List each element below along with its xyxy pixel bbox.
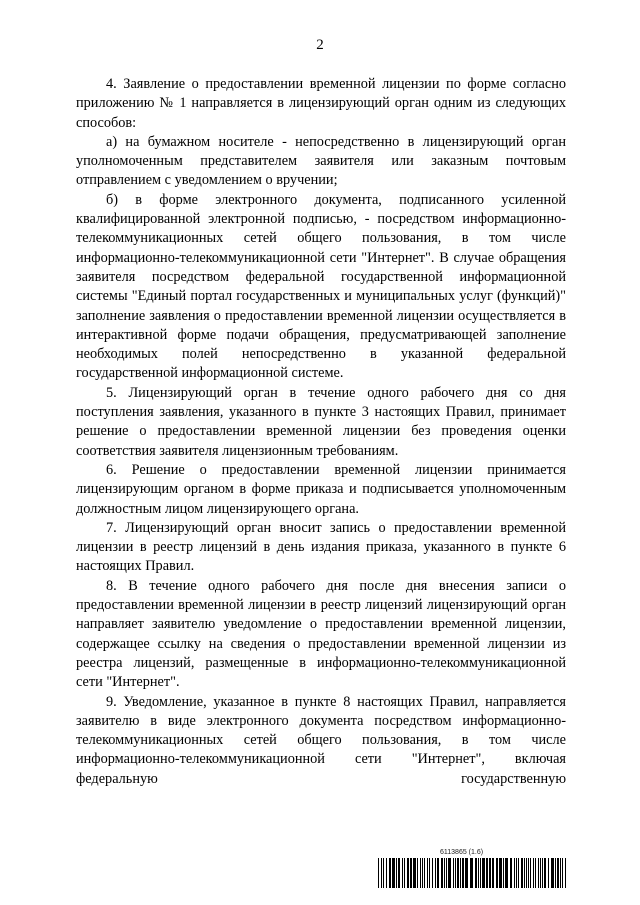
paragraph-5: 5. Лицензирующий орган в течение одного рабочего дня со дня поступления заявления, указанного в пункте 3 настоящих Правил, принимает решение о предоставлении временной лицензии без проведения оценки соответствия заявителя лицензионным требованиям. — [76, 384, 566, 459]
paragraph-4b: б) в форме электронного документа, подписанного усиленной квалифицированной электронной подписью, - посредством информационно-телекоммуникационных сетей общего пользования, в том числе информационно-телекоммуникационной сети "Интернет". В случае обращения заявителя посредством федеральной государственной информационной системы "Единый портал государственных и муниципальных услуг (функций)" заполнение заявления о предоставлении временной лицензии осуществляется в интерактивной форме подачи обращения, предусматривающей заполнение необходимых полей непосредственно в указанной федеральной государственной информационной системе. — [76, 191, 566, 382]
paragraph-4a: а) на бумажном носителе - непосредственно в лицензирующий орган уполномоченным представителем заявителя или заказным почтовым отправлением с уведомлением о вручении; — [76, 133, 566, 189]
paragraph-8: 8. В течение одного рабочего дня после дня внесения записи о предоставлении временной лицензии в реестр лицензий лицензирующий орган направляет заявителю уведомление о предоставлении временной лицензии, содержащее ссылку на сведения о предоставлении временной лицензии из реестра лицензий, размещенные в информационно-телекоммуникационной сети "Интернет". — [76, 577, 566, 691]
paragraph-4: 4. Заявление о предоставлении временной лицензии по форме согласно приложению № 1 направляется в лицензирующий орган одним из следующих способов: — [76, 76, 566, 131]
paragraph-6: 6. Решение о предоставлении временной лицензии принимается лицензирующим органом в форме приказа и подписывается уполномоченным должностным лицом лицензирующего органа. — [76, 461, 566, 517]
document-body — [76, 75, 566, 789]
paragraph-9: 9. Уведомление, указанное в пункте 8 настоящих Правил, направляется заявителю в виде электронного документа посредством информационно-телекоммуникационных сетей общего пользования, в том числе информационно-телекоммуникационной сети "Интернет", включая федеральную государственную — [76, 693, 566, 787]
barcode-label: 6113865 (1.6) — [440, 849, 484, 856]
page-number: 2 — [316, 37, 324, 53]
paragraph-7: 7. Лицензирующий орган вносит запись о предоставлении временной лицензии в реестр лицензий в день издания приказа, указанного в пункте 6 настоящих Правил. — [76, 519, 566, 575]
barcode-icon — [378, 858, 566, 888]
barcode-block — [378, 848, 566, 892]
